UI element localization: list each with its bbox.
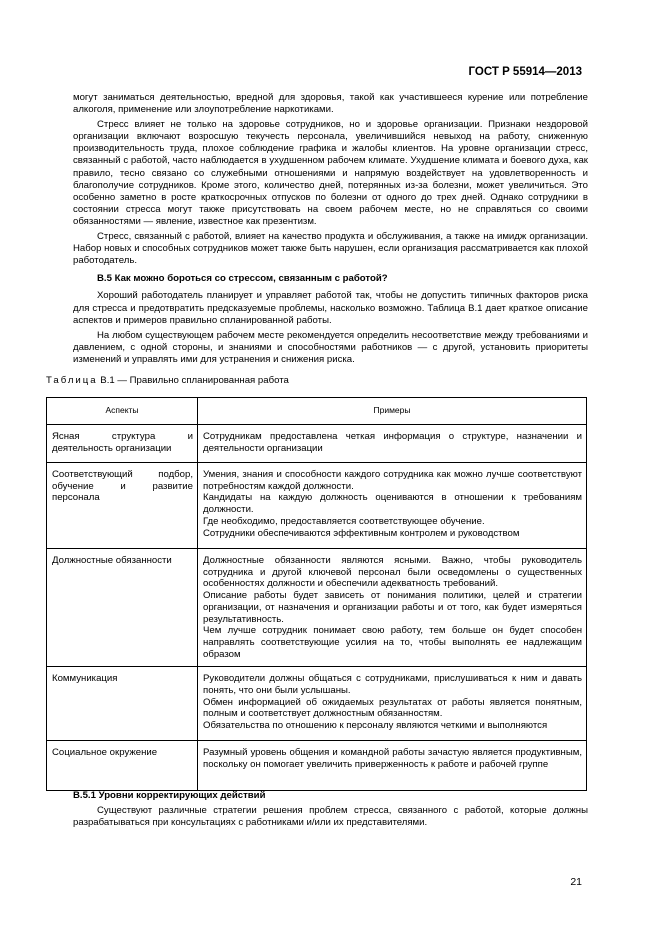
example-line: Обмен информацией об ожидаемых результатах от работы является понятным, полным и соответствует должностным обязанностям. xyxy=(203,696,582,720)
column-header-aspects: Аспекты xyxy=(47,398,198,425)
table-caption-text: В.1 — Правильно спланированная работа xyxy=(100,375,289,386)
section-b5-paragraph-2: На любом существующем рабочем месте рекомендуется определить несоответствие между требованиями и давлением, с одной стороны, и знаниями и способностями работников — с другой, установить приоритеты изменений и управлять ими для устранения и снижения риска. xyxy=(73,329,588,365)
example-line: Разумный уровень общения и командной работы зачастую является продуктивным, поскольку он помогает увеличить приверженность к работе и рабочей группе xyxy=(203,747,582,771)
example-line: Кандидаты на каждую должность оцениваются в отношении к требованиям должности. xyxy=(203,492,582,516)
section-b5-paragraph-1: Хороший работодатель планирует и управляет работой так, чтобы не допустить типичных факторов риска для стресса и предотвратить предсказуемые проблемы, насколько возможно. Таблица В.1 дает краткое описание аспектов и примеров правильно спланированной работы. xyxy=(73,290,588,326)
section-b51-paragraph: Существуют различные стратегии решения проблем стресса, связанного с работой, которые должны разрабатываться при консультациях с работниками и/или их представителями. xyxy=(73,805,588,829)
aspect-cell: Коммуникация xyxy=(47,667,198,741)
table-header-row xyxy=(47,398,587,425)
section-b5-heading: В.5 Как можно бороться со стрессом, связанным с работой? xyxy=(97,273,388,285)
page-number: 21 xyxy=(570,876,582,888)
example-line: Описание работы будет зависеть от понимания политики, целей и стратегии организации, от назначения и организации работы и от того, как будет измеряться результативность. xyxy=(203,590,582,625)
examples-cell xyxy=(198,741,587,791)
table-caption-label: Таблица xyxy=(46,375,98,386)
table-row xyxy=(47,549,587,667)
aspect-cell: Социальное окружение xyxy=(47,741,198,791)
example-line: Умения, знания и способности каждого сотрудника как можно лучше соответствуют потребностям каждой должности. xyxy=(203,469,582,492)
table-row xyxy=(47,463,587,549)
example-line: Сотрудникам предоставлена четкая информация о структуре, назначении и деятельности организации xyxy=(203,431,582,454)
table-row xyxy=(47,425,587,463)
examples-cell xyxy=(198,549,587,667)
example-line: Должностные обязанности являются ясными. Важно, чтобы руководитель сотрудника и другой ключевой персонал были осведомлены о существенных особенностях должности и обеспечили адекватность требований. xyxy=(203,555,582,590)
example-line: Руководители должны общаться с сотрудниками, прислушиваться к ним и давать понять, что они были услышаны. xyxy=(203,673,582,697)
body-text xyxy=(73,92,588,369)
table-row xyxy=(47,667,587,741)
aspect-cell: Соответствующий подбор, обучение и развитие персонала xyxy=(47,463,198,549)
paragraph-2: Стресс влияет не только на здоровье сотрудников, но и здоровье организации. Признаки нездоровой организации включают возросшую текучесть персонала, увеличившийся невыход на работу, сниженную производительность труда, плохое соблюдение графика и жалобы клиентов. На уровне организации стресс, связанный с работой, часто наблюдается в ухудшенном рабочем климате. Ухудшение климата и боевого духа, как правило, тесно связано со служебными отношениями и напрямую воздействует на удовлетворенность и благополучие сотрудников. Кроме этого, количество дней, потерянных из-за болезни, может увеличиться. Это особенно заметно в росте краткосрочных отпусков по болезни от одного до трех дней. Однако сотрудники в состоянии стресса могут также присутствовать на своем рабочем месте, но не справляться со своими обязанностями — явление, известное как презентизм. xyxy=(73,119,588,227)
example-line: Обязательства по отношению к персоналу являются четкими и выполняются xyxy=(203,720,548,732)
example-line: Чем лучше сотрудник понимает свою работу, тем больше он будет способен направлять соответствующие усилия на то, чтобы выполнять ее надлежащим образом xyxy=(203,625,582,660)
aspect-cell: Должностные обязанности xyxy=(47,549,198,667)
table-b1 xyxy=(46,397,587,791)
example-line: Где необходимо, предоставляется соответствующее обучение. xyxy=(203,515,485,527)
table-row xyxy=(47,741,587,791)
standard-id: ГОСТ Р 55914—2013 xyxy=(468,66,582,78)
paragraph-1: могут заниматься деятельностью, вредной для здоровья, такой как участившееся курение или потребление алкоголя, применение или злоупотребление наркотиками. xyxy=(73,92,588,116)
table-caption xyxy=(46,375,289,386)
column-header-examples: Примеры xyxy=(198,398,587,425)
aspect-cell: Ясная структура и деятельность организации xyxy=(47,425,198,463)
paragraph-3: Стресс, связанный с работой, влияет на качество продукта и обслуживания, а также на имидж организации. Набор новых и способных сотрудников может также быть нарушен, если организация рассматривается как плохой работодатель. xyxy=(73,231,588,267)
examples-cell xyxy=(198,463,587,549)
example-line: Сотрудники обеспечиваются эффективным контролем и руководством xyxy=(203,527,520,539)
examples-cell xyxy=(198,425,587,463)
section-b51-heading: В.5.1 Уровни корректирующих действий xyxy=(73,790,266,801)
section-b51 xyxy=(73,790,588,832)
examples-cell xyxy=(198,667,587,741)
